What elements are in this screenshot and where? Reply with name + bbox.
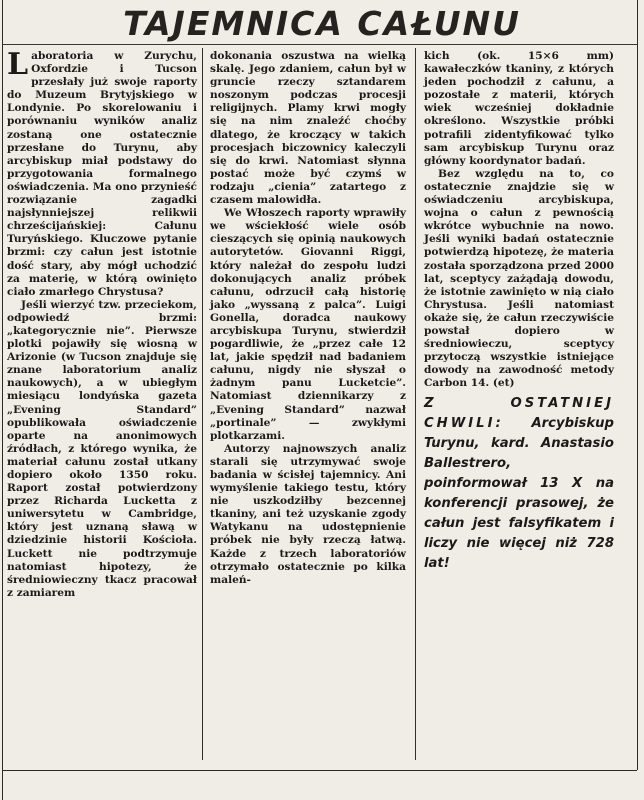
late-news-update — [424, 394, 614, 574]
paragraph: Autorzy najnowszych analiz starali się utrzymywać swoje badania w ścisłej tajemnicy. Ani wymyślenie takiego testu, który nie uszkodziłby bezcennej tkaniny, ani też uzyskanie zgody Watykanu na udostępnienie próbek nie były rzeczą łatwą. Każde z trzech laboratoriów otrzymało ostatecznie po kilka maleń- — [210, 442, 406, 586]
article-title: TAJEMNICA CAŁUNU — [123, 4, 521, 43]
paragraph — [7, 47, 197, 299]
paragraph: kich (ok. 15×6 mm) kawałeczków tkaniny, z których jeden pochodził z całunu, a pozostałe z materii, których wiek wcześniej dokładnie określono. Wszystkie próbki potrafili zidentyfikować tylko sam arcybiskup Turynu oraz główny koordynator badań. — [424, 50, 614, 167]
paragraph: We Włoszech raporty wprawiły we wściekłość wiele osób cieszących się opinią naukowych autorytetów. Giovanni Riggi, który należał do zespołu ludzi dokonujących analiz próbek całunu, odrzucił całą historię jako „wyssaną z palca”. Luigi Gonella, doradca naukowy arcybiskupa Turynu, stwierdził pogardliwie, że „przez całe 12 lat, jakie spędził nad badaniem całunu, nigdy nie słyszał o żadnym panu Lucketcie”. Natomiast dziennikarzy z „Evening Standard” nazwał „portinale” — zwykłymi plotkarzami. — [210, 207, 406, 442]
right-border — [637, 0, 638, 770]
article-column-1 — [7, 47, 197, 600]
paragraph: Bez względu na to, co ostatecznie znajdzie się w oświadczeniu arcybiskupa, wojna o całun z pewnością wkrótce wybuchnie na nowo. Jeśli wyniki badań ostatecznie potwierdzą hipotezę, że materia została sporządzona przed 2000 lat, sceptycy zażądają dowodu, że istotnie zawinięto w nią ciało Chrystusa. Jeśli natomiast okaże się, że całun rzeczywiście powstał dopiero w średniowieczu, sceptycy przytoczą wszystkie istniejące dowody na zawodność metody Carbon 14. (et) — [424, 167, 614, 390]
bottom-border — [3, 770, 637, 771]
column-divider-1 — [202, 48, 203, 760]
paragraph-text: aboratoria w Zurychu, Oxfordzie i Tucson przesłały już swoje raporty do Muzeum Brytyjskiego w Londynie. Po skorelowaniu i porównaniu wyników analiz zostaną one ostatecznie przesłane do Turynu, aby arcybiskup miał podstawy do przygotowania formalnego oświadczenia. Ma ono przynieść rozwiązanie zagadki najsłynniejszej relikwii chrześcijańskiej: Całunu Turyńskiego. Kluczowe pytanie brzmi: czy całun jest istotnie dość stary, aby mógł uchodzić za materię, w którą owinięto ciało zmarłego Chrystusa? — [7, 50, 197, 298]
article-column-3 — [424, 50, 614, 574]
article-column-2 — [210, 50, 406, 587]
left-border — [2, 0, 3, 800]
column-divider-2 — [415, 48, 416, 760]
title-divider — [3, 44, 637, 45]
update-text: Arcybiskup Turynu, kard. Anastasio Ballestrero, poinformował 13 X na konferencji prasowej, że całun jest falsyfikatem i liczy nie więcej niż 728 lat! — [424, 416, 614, 572]
update-heading: Z OSTATNIEJ CHWILI: — [424, 396, 614, 432]
drop-cap: L — [7, 47, 29, 82]
paragraph: Jeśli wierzyć tzw. przeciekom, odpowiedź brzmi: „kategorycznie nie”. Pierwsze plotki pojawiły się wiosną w Arizonie (w Tucson znajduje się znane laboratorium analiz naukowych), a w ubiegłym miesiącu londyńska gazeta „Evening Standard” opublikowała oświadczenie oparte na anonimowych źródłach, z którego wynika, że materiał całunu został utkany dopiero około 1350 roku. Raport został potwierdzony przez Richarda Lucketta z uniwersytetu w Cambridge, który jest uznaną sławą w dziedzinie historii Kościoła. Luckett nie podtrzymuje natomiast hipotezy, że średniowieczny tkacz pracował z zamiarem — [7, 298, 197, 599]
paragraph: dokonania oszustwa na wielką skalę. Jego zdaniem, całun był w gruncie rzeczy sztandarem noszonym podczas procesji religijnych. Plamy krwi mogły się na nim znaleźć choćby dlatego, że kroczący w takich procesjach biczownicy kaleczyli się do krwi. Natomiast słynna postać może być czymś w rodzaju „cienia” zatartego z czasem malowidła. — [210, 50, 406, 207]
